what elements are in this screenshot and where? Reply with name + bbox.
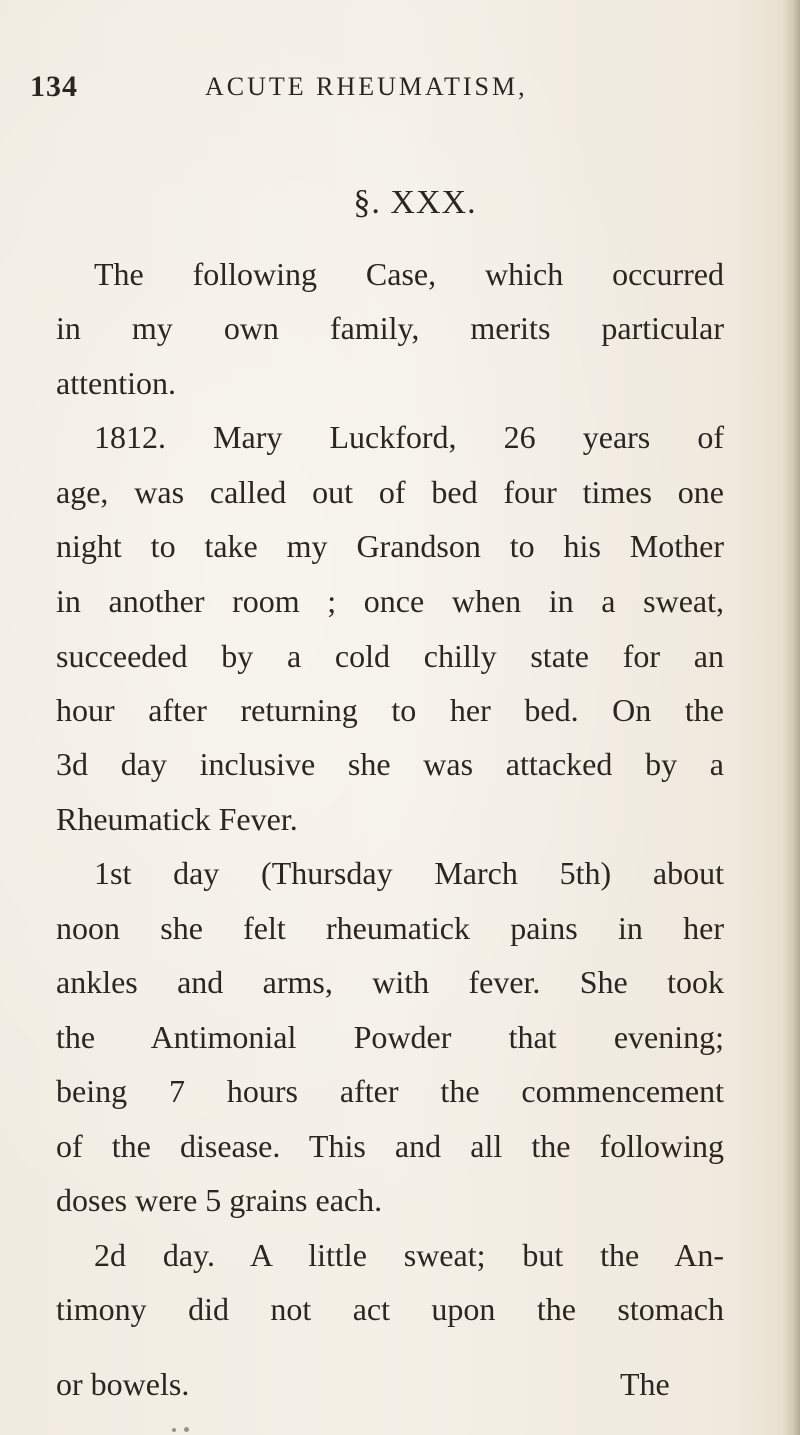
text-line: 3d day inclusive she was attacked by a [56, 746, 724, 782]
text-line: noon she felt rheumatick pains in her [56, 910, 724, 946]
text-line: The following Case, which occurred [94, 256, 724, 292]
text-line: attention. [56, 365, 176, 401]
page-number: 134 [30, 70, 78, 103]
section-heading: §. XXX. [353, 184, 477, 221]
text-line: succeeded by a cold chilly state for an [56, 638, 724, 674]
running-head: ACUTE RHEUMATISM, [205, 72, 528, 101]
text-line: 1st day (Thursday March 5th) about [94, 855, 724, 891]
text-line: ankles and arms, with fever. She took [56, 964, 724, 1000]
text-line: Rheumatick Fever. [56, 801, 298, 837]
catchword: The [620, 1366, 670, 1402]
text-line: the Antimonial Powder that evening; [56, 1019, 724, 1055]
text-line: doses were 5 grains each. [56, 1182, 383, 1218]
text-line: 2d day. A little sweat; but the An- [94, 1237, 724, 1273]
text-line: hour after returning to her bed. On the [56, 692, 724, 728]
text-line: night to take my Grandson to his Mother [56, 528, 724, 564]
text-line-final: or bowels. [56, 1366, 190, 1402]
text-line: being 7 hours after the commencement [56, 1073, 724, 1109]
text-line: age, was called out of bed four times one [56, 474, 724, 510]
text-line: in my own family, merits particular [56, 310, 724, 346]
text-line: 1812. Mary Luckford, 26 years of [94, 419, 724, 455]
text-line: in another room ; once when in a sweat, [56, 583, 724, 619]
ink-speck [172, 1428, 176, 1432]
text-line: timony did not act upon the stomach [56, 1291, 724, 1327]
text-line: of the disease. This and all the following [56, 1128, 724, 1164]
ink-speck [184, 1427, 189, 1432]
